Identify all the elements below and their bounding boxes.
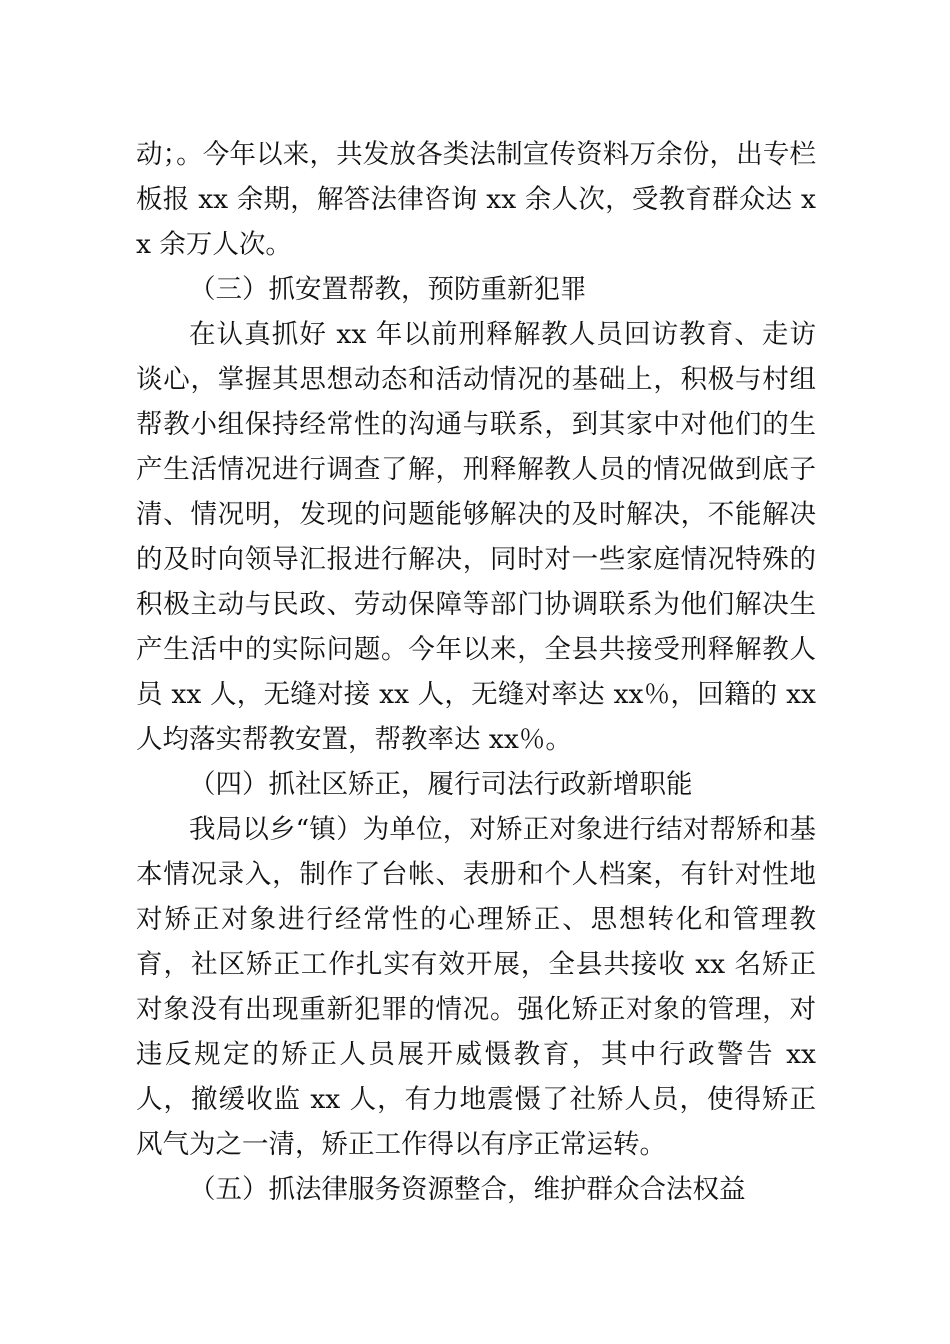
section-heading-4: （四）抓社区矫正，履行司法行政新增职能	[189, 769, 693, 800]
paragraph-community-correction: 我局以乡“镇）为单位，对矫正对象进行结对帮矫和基本情况录入，制作了台帐、表册和个人档案，有针对性地对矫正对象进行经常性的心理矫正、思想转化和管理教育，社区矫正工作扎实有效开展，全县共接收 xx 名矫正对象没有出现重新犯罪的情况。强化矫正对象的管理，对违反规定的矫正人员展开威慑教育，其中行政警告 xx 人，撤缓收监 xx 人，有力地震慑了社矫人员，使得矫正风气为之一清，矫正工作得以有序正常运转。	[136, 814, 816, 1160]
section-heading-5: （五）抓法律服务资源整合，维护群众合法权益	[189, 1174, 746, 1205]
section-heading-3: （三）抓安置帮教，预防重新犯罪	[189, 274, 587, 305]
document-body	[136, 132, 816, 1212]
paragraph-continuation: 动；。今年以来，共发放各类法制宣传资料万余份，出专栏板报 xx 余期，解答法律咨询 xx 余人次，受教育群众达 xx 余万人次。	[136, 139, 816, 260]
paragraph-resettlement: 在认真抓好 xx 年以前刑释解教人员回访教育、走访谈心，掌握其思想动态和活动情况的基础上，积极与村组帮教小组保持经常性的沟通与联系，到其家中对他们的生产生活情况进行调查了解，刑释解教人员的情况做到底子清、情况明，发现的问题能够解决的及时解决，不能解决的及时向领导汇报进行解决，同时对一些家庭情况特殊的积极主动与民政、劳动保障等部门协调联系为他们解决生产生活中的实际问题。今年以来，全县共接受刑释解教人员 xx 人，无缝对接 xx 人，无缝对率达 xx％，回籍的 xx 人均落实帮教安置，帮教率达 xx％。	[136, 319, 816, 755]
